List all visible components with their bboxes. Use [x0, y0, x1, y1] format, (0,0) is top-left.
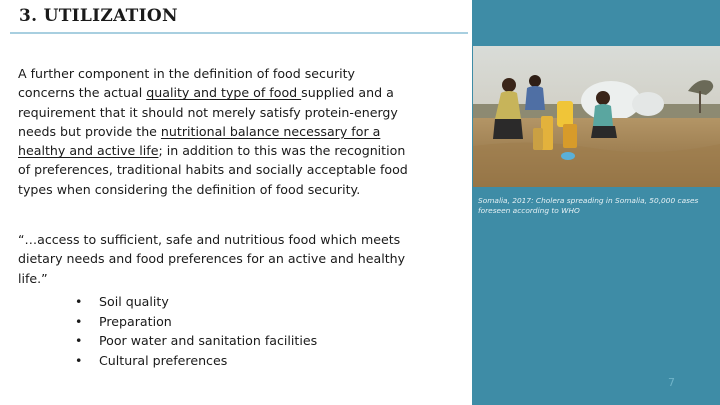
title-divider [10, 32, 468, 34]
definition-quote: “…access to sufficient, safe and nutritious food which meets dietary needs and food preferences for an active and healthy life.” [18, 232, 406, 286]
factor-list [72, 292, 317, 370]
paragraph-text-1: A further component in the definition of food security concerns the actual [18, 66, 356, 101]
photo-caption: Somalia, 2017: Cholera spreading in Somalia, 50,000 cases foreseen according to WHO [478, 196, 699, 215]
page-number: 7 [668, 376, 675, 389]
paragraph-underline-nutrition: nutritional balance necessary for a healthy and active life [18, 123, 381, 159]
paragraph-text-3: ; in addition to this was the recognition of preferences, traditional habits and socially acceptable food types when considering the definition of food security. [18, 143, 408, 197]
slide-title: 3. UTILIZATION [19, 6, 178, 26]
somalia-photo [473, 46, 720, 187]
list-item: • Preparation [72, 312, 317, 332]
body-paragraph [18, 64, 413, 199]
photo-illustration [473, 46, 720, 187]
list-item: • Cultural preferences [72, 351, 317, 371]
list-item: • Poor water and sanitation facilities [72, 331, 317, 351]
paragraph-underline-quality: quality and type of food [146, 85, 302, 101]
list-item: • Soil quality [72, 292, 317, 312]
paragraph-text-2: supplied and a requirement that it should not merely satisfy protein-energy needs but provide the [18, 85, 398, 139]
